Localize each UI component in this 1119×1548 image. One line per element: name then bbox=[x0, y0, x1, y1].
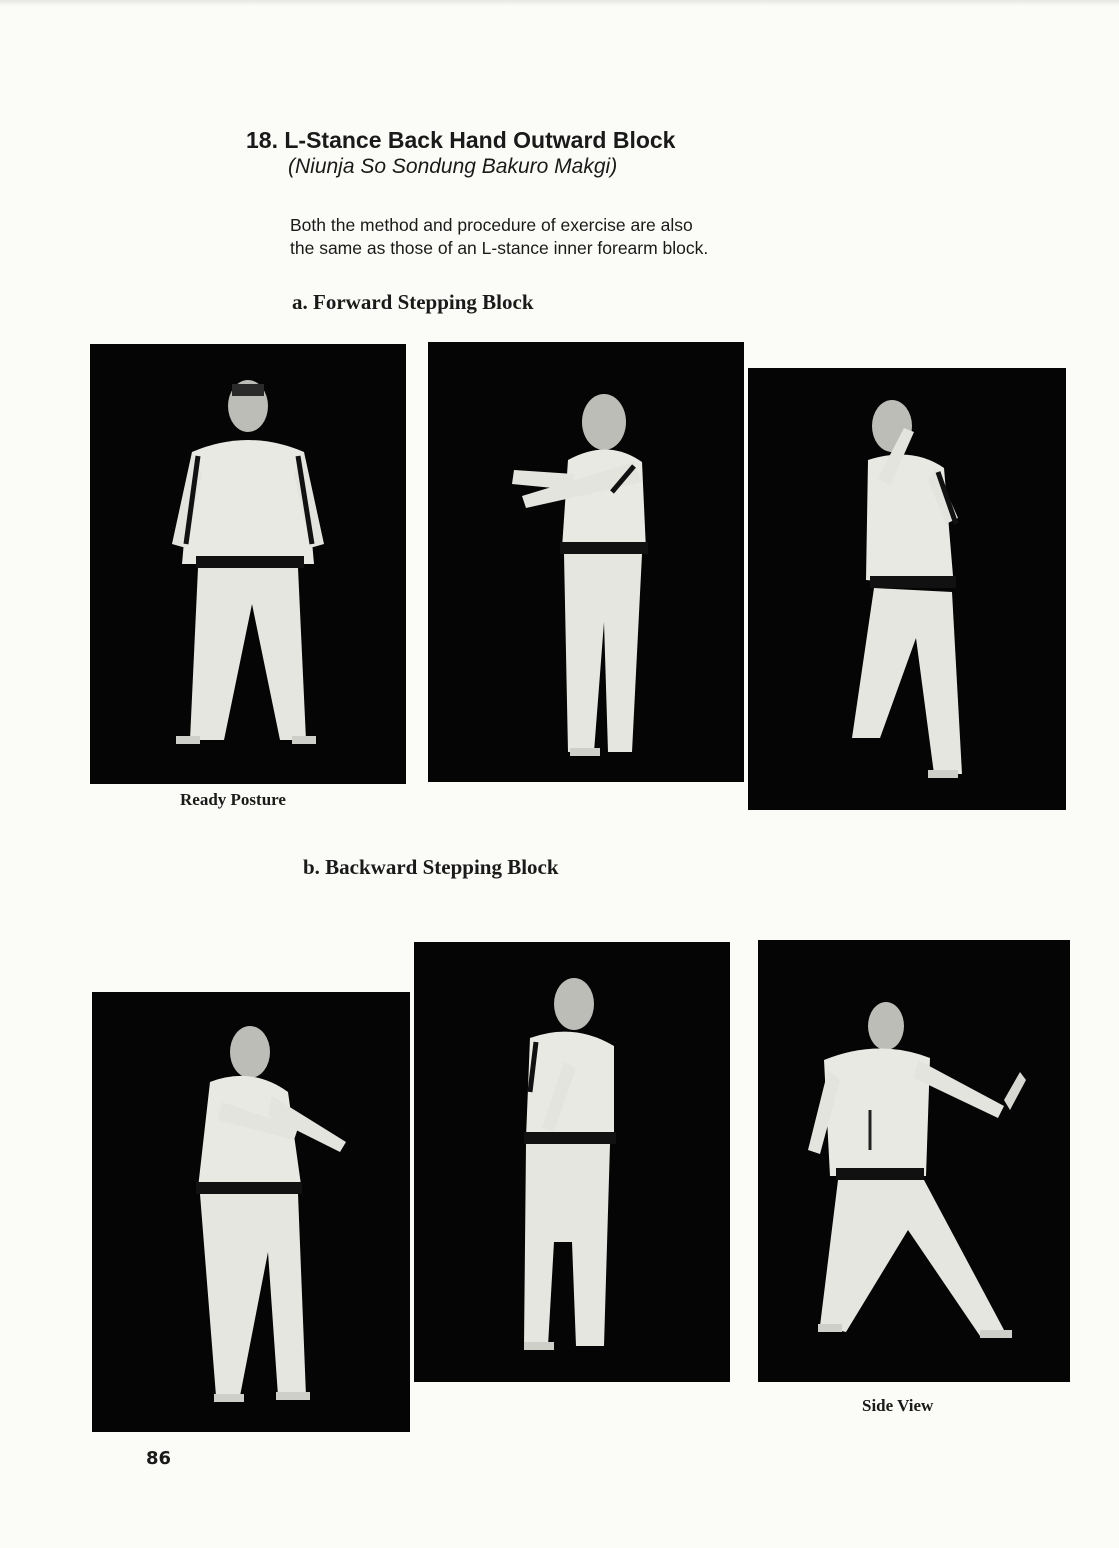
forward-stepping-heading: a. Forward Stepping Block bbox=[292, 290, 534, 314]
photo-ready-posture bbox=[90, 344, 406, 784]
section-subtitle: (Niunja So Sondung Bakuro Makgi) bbox=[288, 155, 618, 178]
photo-forward-step-1 bbox=[428, 342, 744, 782]
description-paragraph bbox=[290, 214, 708, 260]
description-line-2: the same as those of an L-stance inner forearm block. bbox=[290, 238, 709, 258]
section-title-line bbox=[246, 126, 675, 154]
photo-side-view bbox=[758, 940, 1070, 1382]
caption-ready-posture: Ready Posture bbox=[180, 790, 286, 809]
section-title: L-Stance Back Hand Outward Block bbox=[284, 127, 676, 153]
figure-forward-step-1 bbox=[428, 342, 744, 782]
figure-side-view bbox=[758, 940, 1070, 1382]
scan-edge bbox=[0, 0, 1119, 6]
page-number: 86 bbox=[146, 1448, 172, 1469]
photo-backward-step-2 bbox=[414, 942, 730, 1382]
backward-stepping-heading: b. Backward Stepping Block bbox=[303, 855, 559, 879]
section-heading bbox=[246, 126, 675, 180]
figure-forward-step-2 bbox=[748, 368, 1066, 810]
description-line-1: Both the method and procedure of exercise are also bbox=[290, 215, 693, 235]
photo-backward-step-1 bbox=[92, 992, 410, 1432]
photo-forward-step-2 bbox=[748, 368, 1066, 810]
caption-side-view: Side View bbox=[862, 1396, 934, 1415]
figure-backward-step-1 bbox=[92, 992, 410, 1432]
section-number: 18. bbox=[246, 127, 278, 153]
figure-backward-step-2 bbox=[414, 942, 730, 1382]
figure-ready-posture bbox=[90, 344, 406, 784]
